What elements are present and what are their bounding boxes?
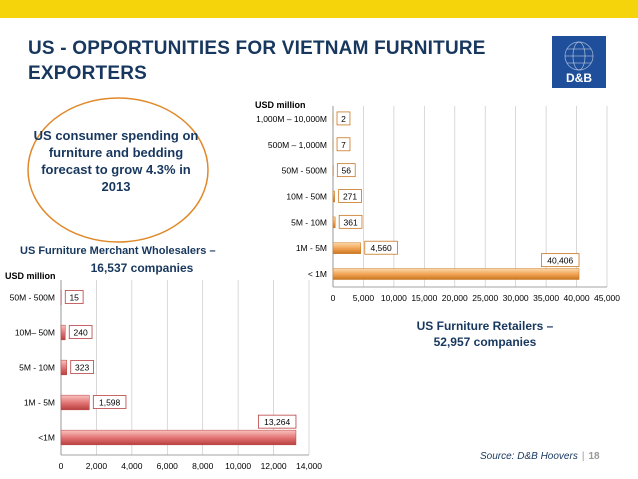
data-label: 323 [75, 362, 90, 373]
data-label: 56 [341, 165, 352, 176]
footer-separator: | [581, 451, 585, 462]
x-tick-label: 0 [58, 461, 64, 471]
category-label: 10M - 50M [286, 191, 327, 202]
footer [480, 451, 600, 462]
x-tick-label: 4,000 [121, 461, 143, 471]
bar [61, 430, 296, 445]
data-label: 271 [342, 191, 358, 202]
x-tick-label: 45,000 [594, 293, 620, 303]
x-tick-label: 15,000 [411, 293, 438, 303]
x-tick-label: 10,000 [380, 293, 407, 303]
bar [333, 269, 579, 280]
bar [333, 191, 335, 202]
x-tick-label: 5,000 [352, 293, 375, 303]
category-label: 50M - 500M [281, 165, 327, 176]
x-tick-label: 35,000 [533, 293, 560, 303]
bar [333, 243, 361, 254]
logo-text: D&B [566, 71, 592, 85]
wholesalers-chart [10, 280, 323, 471]
bar [61, 395, 89, 410]
x-tick-label: 20,000 [441, 293, 468, 303]
bar [61, 360, 67, 375]
page-number: 18 [588, 451, 600, 462]
category-label: < 1M [307, 269, 327, 280]
wholesalers-unit-label: USD million [5, 271, 56, 281]
retailers-chart-title: US Furniture Retailers – [416, 319, 554, 333]
category-label: 1,000M – 10,000M [256, 113, 327, 124]
page-title-line-1: US - OPPORTUNITIES FOR VIETNAM FURNITURE [28, 38, 486, 59]
x-tick-label: 6,000 [156, 461, 178, 471]
callout-text: US consumer spending on furniture and bedding forecast to grow 4.3% in 2013 [33, 128, 199, 194]
x-tick-label: 14,000 [296, 461, 322, 471]
category-label: 1M - 5M [295, 243, 327, 254]
x-tick-label: 10,000 [225, 461, 252, 471]
wholesalers-chart-subtitle: 16,537 companies [90, 261, 194, 275]
data-label: 15 [69, 292, 79, 303]
x-tick-label: 8,000 [192, 461, 214, 471]
data-label: 7 [341, 139, 346, 150]
data-label: 240 [73, 327, 88, 338]
data-label: 13,264 [264, 417, 291, 428]
page-title-line-2: EXPORTERS [28, 63, 147, 84]
source-text: Source: D&B Hoovers [480, 451, 578, 462]
bar [333, 217, 335, 228]
x-tick-label: 30,000 [502, 293, 529, 303]
retailers-unit-label: USD million [255, 100, 306, 110]
category-label: 500M – 1,000M [267, 139, 327, 150]
category-label: 10M– 50M [14, 327, 55, 338]
x-tick-label: 0 [330, 293, 336, 303]
category-label: 1M - 5M [23, 397, 55, 408]
x-tick-label: 12,000 [260, 461, 287, 471]
data-label: 40,406 [547, 255, 574, 266]
x-tick-label: 40,000 [563, 293, 590, 303]
wholesalers-chart-title: US Furniture Merchant Wholesalers – [20, 245, 216, 257]
category-label: 5M - 10M [19, 362, 55, 373]
category-label: 5M - 10M [291, 217, 327, 228]
retailers-chart [256, 106, 620, 303]
retailers-chart-subtitle: 52,957 companies [433, 335, 537, 349]
data-label: 2 [341, 113, 346, 124]
category-label: <1M [38, 432, 55, 443]
x-tick-label: 2,000 [85, 461, 108, 471]
data-label: 1,598 [98, 397, 121, 408]
data-label: 361 [343, 217, 358, 228]
x-tick-label: 25,000 [472, 293, 499, 303]
category-label: 50M - 500M [9, 292, 55, 303]
data-label: 4,560 [370, 243, 392, 254]
bar [61, 325, 65, 340]
